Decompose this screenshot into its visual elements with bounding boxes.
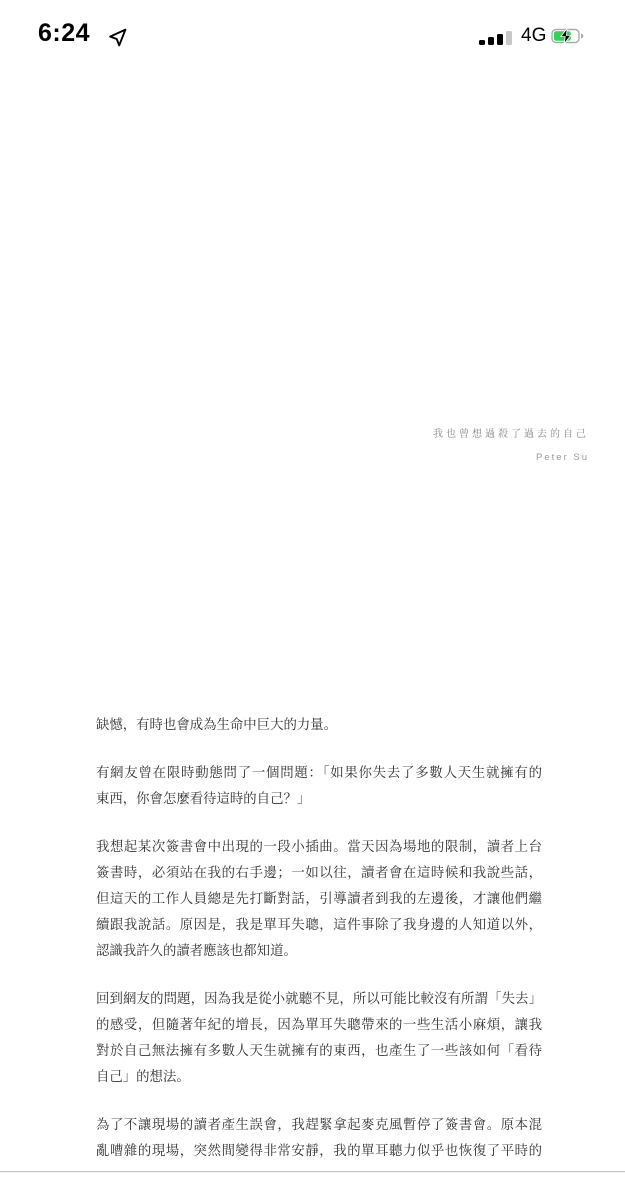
- text-line: 回到網友的問題，因為我是從小就聽不見，所以可能比較沒有所謂「失去」: [96, 992, 542, 1007]
- network-type-label: 4G: [521, 25, 547, 46]
- text-line: 認識我許久的讀者應該也都知道。: [96, 944, 297, 959]
- paragraph: [96, 713, 542, 739]
- text-line: 為了不讓現場的讀者產生誤會，我趕緊拿起麥克風暫停了簽書會。原本混: [96, 1118, 542, 1133]
- page-bottom-divider: [0, 1171, 625, 1172]
- paragraph: [96, 1113, 542, 1165]
- running-book-title: 我也曾想過殺了過去的自己: [433, 429, 589, 440]
- paragraph: [96, 987, 542, 1091]
- body-text: [96, 713, 542, 1165]
- text-line: 東西，你會怎麼看待這時的自己？」: [96, 792, 311, 807]
- text-line: 的感受，但隨著年紀的增長，因為單耳失聰帶來的一些生活小麻煩，讓我: [96, 1018, 542, 1033]
- status-bar: [0, 0, 625, 70]
- text-line: 自己」的想法。: [96, 1070, 190, 1085]
- text-line: 但這天的工作人員總是先打斷對話，引導讀者到我的左邊後，才讓他們繼: [96, 892, 542, 907]
- text-line: 續跟我說話。原因是，我是單耳失聰，這件事除了我身邊的人知道以外，: [96, 918, 542, 933]
- running-header: [433, 425, 589, 463]
- paragraph: [96, 835, 542, 965]
- text-line: 對於自己無法擁有多數人天生就擁有的東西，也產生了一些該如何「看待: [96, 1044, 542, 1059]
- battery-charging-icon: [551, 27, 586, 50]
- text-line: 亂嘈雜的現場，突然間變得非常安靜，我的單耳聽力似乎也恢復了平時的: [96, 1144, 542, 1159]
- text-line: 簽書時，必須站在我的右手邊；一如以往，讀者會在這時候和我說些話，: [96, 866, 542, 881]
- reading-page[interactable]: [0, 147, 625, 1171]
- location-arrow-icon: [108, 28, 127, 52]
- text-line: 我想起某次簽書會中出現的一段小插曲。當天因為場地的限制，讀者上台: [96, 840, 542, 855]
- cellular-signal-icon: [479, 30, 515, 51]
- reader-toolbar: [0, 80, 625, 146]
- text-line: 有網友曾在限時動態問了一個問題：「如果你失去了多數人天生就擁有的: [96, 766, 542, 781]
- paragraph: [96, 761, 542, 813]
- running-author: Peter Su: [536, 452, 589, 463]
- text-line: 缺憾，有時也會成為生命中巨大的力量。: [96, 718, 338, 733]
- status-time: 6:24: [38, 19, 91, 47]
